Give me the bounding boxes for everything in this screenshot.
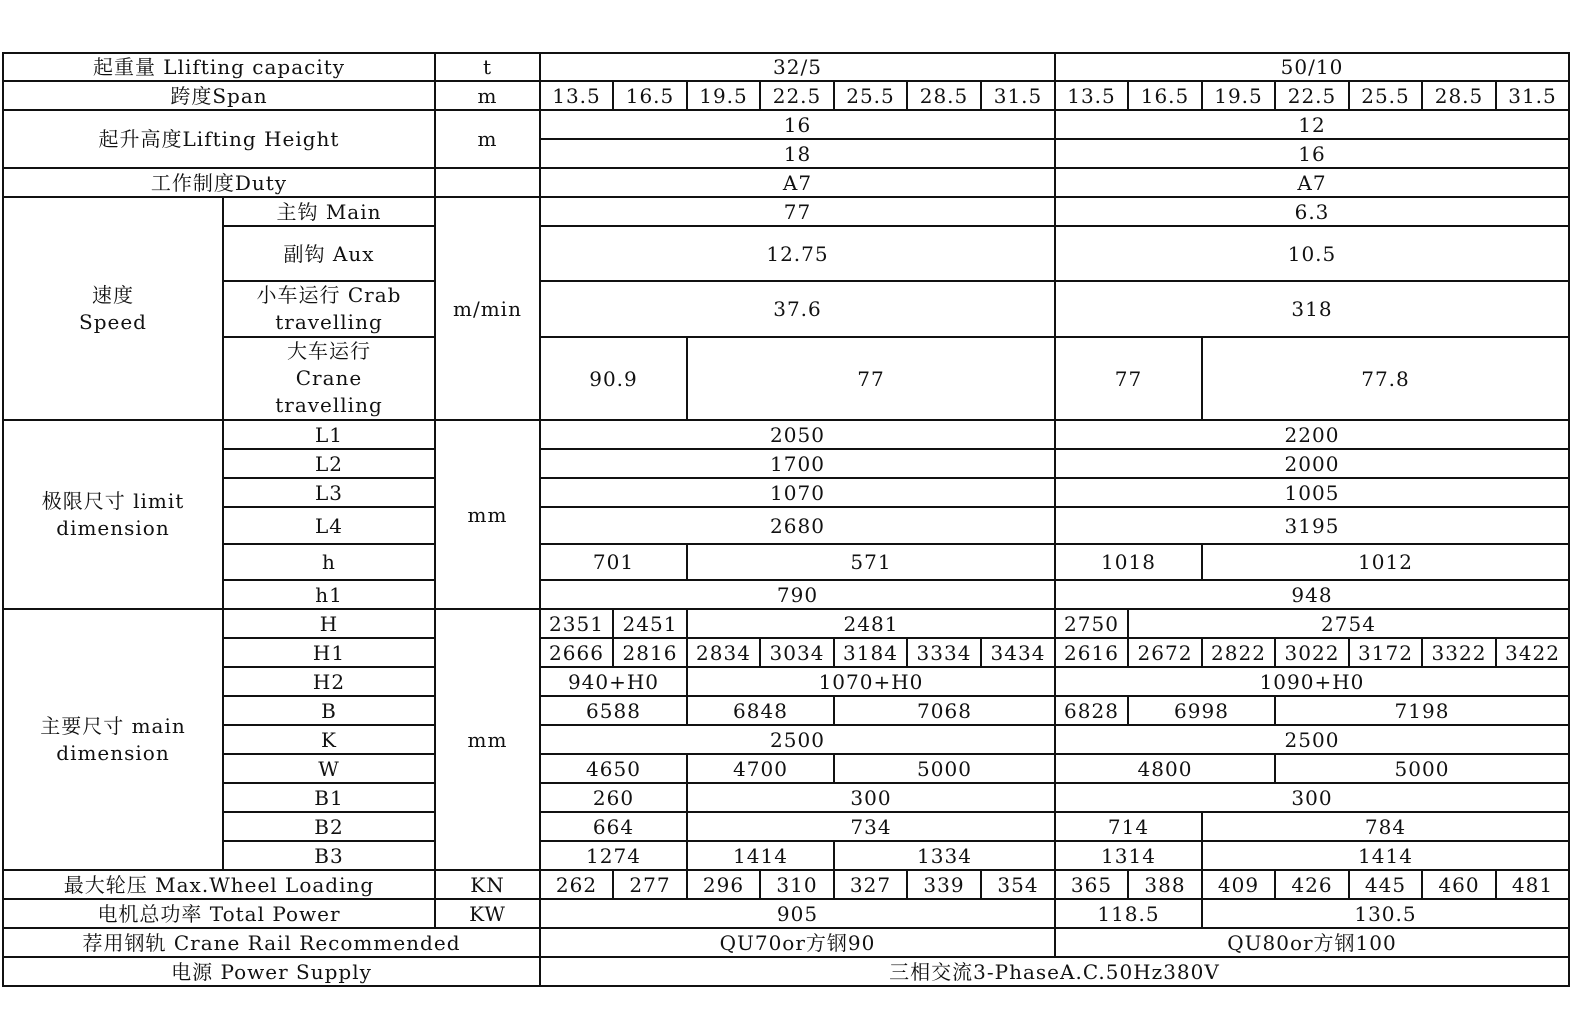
lifting-height-cell: 12 [1055, 110, 1569, 139]
lifting-height-cell: 16 [1055, 139, 1569, 168]
rail-label: 荐用钢轨 Crane Rail Recommended [3, 928, 540, 957]
main-H2-cell: 1070+H0 [687, 667, 1055, 696]
power-label: 电机总功率 Total Power [3, 899, 435, 928]
row-limit-h [3, 544, 1569, 580]
row-limit-h1 [3, 580, 1569, 609]
row-main-B [3, 696, 1569, 725]
limit-L4-cell: 2680 [540, 507, 1055, 544]
crane-spec-table [2, 52, 1570, 987]
main-B2-cell: 734 [687, 812, 1055, 841]
limit-unit: mm [435, 420, 540, 609]
main-H1-cell: 2816 [613, 638, 687, 667]
row-capacity [3, 53, 1569, 81]
main-H2-cell: 940+H0 [540, 667, 687, 696]
main-B3-cell: 1414 [1202, 841, 1569, 870]
wheel-cell: 481 [1496, 870, 1569, 899]
main-B2-cell: 664 [540, 812, 687, 841]
limit-h-cell: 1012 [1202, 544, 1569, 580]
row-speed-crab [3, 281, 1569, 337]
power-cell: 905 [540, 899, 1055, 928]
main-H-cell: 2754 [1128, 609, 1569, 638]
speed-crane-cell: 77 [1055, 337, 1202, 420]
limit-h-cell: 1018 [1055, 544, 1202, 580]
row-main-W [3, 754, 1569, 783]
row-limit-L2 [3, 449, 1569, 478]
main-B2-cell: 784 [1202, 812, 1569, 841]
row-power [3, 899, 1569, 928]
speed-crane-label: 大车运行 Crane travelling [223, 337, 435, 420]
span-cell: 28.5 [1422, 81, 1496, 110]
main-B3-label: B3 [223, 841, 435, 870]
wheel-cell: 460 [1422, 870, 1496, 899]
main-B2-cell: 714 [1055, 812, 1202, 841]
lifting-height-unit: m [435, 110, 540, 168]
main-H-cell: 2481 [687, 609, 1055, 638]
wheel-cell: 445 [1349, 870, 1422, 899]
main-B1-cell: 300 [1055, 783, 1569, 812]
row-limit-L1 [3, 420, 1569, 449]
limit-h1-cell: 948 [1055, 580, 1569, 609]
main-B-cell: 7068 [834, 696, 1055, 725]
wheel-cell: 262 [540, 870, 613, 899]
capacity-unit: t [435, 53, 540, 81]
speed-aux-cell: 12.75 [540, 226, 1055, 281]
main-H2-label: H2 [223, 667, 435, 696]
main-H1-cell: 2666 [540, 638, 613, 667]
capacity-group-1: 32/5 [540, 53, 1055, 81]
main-H1-cell: 3022 [1275, 638, 1349, 667]
wheel-cell: 388 [1128, 870, 1202, 899]
row-main-B1 [3, 783, 1569, 812]
wheel-cell: 426 [1275, 870, 1349, 899]
capacity-group-2: 50/10 [1055, 53, 1569, 81]
speed-crab-cell: 37.6 [540, 281, 1055, 337]
main-B3-cell: 1314 [1055, 841, 1202, 870]
main-H1-cell: 3322 [1422, 638, 1496, 667]
wheel-cell: 365 [1055, 870, 1128, 899]
main-B2-label: B2 [223, 812, 435, 841]
row-lifting-height-1 [3, 110, 1569, 139]
limit-L1-label: L1 [223, 420, 435, 449]
limit-L3-label: L3 [223, 478, 435, 507]
row-wheel [3, 870, 1569, 899]
speed-crane-cell: 90.9 [540, 337, 687, 420]
span-unit: m [435, 81, 540, 110]
limit-label: 极限尺寸 limit dimension [3, 420, 223, 609]
wheel-cell: 296 [687, 870, 760, 899]
main-B1-cell: 300 [687, 783, 1055, 812]
main-B-cell: 6828 [1055, 696, 1128, 725]
power-cell: 130.5 [1202, 899, 1569, 928]
main-B-cell: 7198 [1275, 696, 1569, 725]
wheel-cell: 277 [613, 870, 687, 899]
duty-cell: A7 [540, 168, 1055, 197]
limit-L1-cell: 2200 [1055, 420, 1569, 449]
span-cell: 19.5 [1202, 81, 1275, 110]
main-H1-cell: 3334 [907, 638, 981, 667]
row-limit-L4 [3, 507, 1569, 544]
main-W-label: W [223, 754, 435, 783]
row-main-B3 [3, 841, 1569, 870]
limit-L2-cell: 1700 [540, 449, 1055, 478]
limit-L3-cell: 1005 [1055, 478, 1569, 507]
row-main-H [3, 609, 1569, 638]
wheel-cell: 310 [760, 870, 834, 899]
limit-L2-cell: 2000 [1055, 449, 1569, 478]
lifting-height-cell: 16 [540, 110, 1055, 139]
main-K-cell: 2500 [1055, 725, 1569, 754]
limit-h-cell: 701 [540, 544, 687, 580]
wheel-cell: 339 [907, 870, 981, 899]
span-cell: 31.5 [1496, 81, 1569, 110]
main-H-cell: 2451 [613, 609, 687, 638]
row-main-H1 [3, 638, 1569, 667]
speed-unit: m/min [435, 197, 540, 420]
duty-label: 工作制度Duty [3, 168, 435, 197]
limit-h-label: h [223, 544, 435, 580]
span-cell: 16.5 [1128, 81, 1202, 110]
main-H1-cell: 3422 [1496, 638, 1569, 667]
limit-h1-label: h1 [223, 580, 435, 609]
main-B-label: B [223, 696, 435, 725]
main-K-cell: 2500 [540, 725, 1055, 754]
main-H-cell: 2750 [1055, 609, 1128, 638]
duty-cell: A7 [1055, 168, 1569, 197]
speed-aux-cell: 10.5 [1055, 226, 1569, 281]
main-H1-cell: 3434 [981, 638, 1055, 667]
main-B-cell: 6998 [1128, 696, 1275, 725]
span-cell: 22.5 [760, 81, 834, 110]
main-unit: mm [435, 609, 540, 870]
row-speed-aux [3, 226, 1569, 281]
speed-main-cell: 6.3 [1055, 197, 1569, 226]
rail-cell: QU80or方钢100 [1055, 928, 1569, 957]
row-duty [3, 168, 1569, 197]
speed-label: 速度 Speed [3, 197, 223, 420]
span-cell: 13.5 [540, 81, 613, 110]
main-H1-cell: 3034 [760, 638, 834, 667]
speed-crab-label: 小车运行 Crab travelling [223, 281, 435, 337]
main-H1-cell: 2834 [687, 638, 760, 667]
span-label: 跨度Span [3, 81, 435, 110]
wheel-cell: 354 [981, 870, 1055, 899]
span-cell: 25.5 [834, 81, 907, 110]
speed-crane-cell: 77.8 [1202, 337, 1569, 420]
main-W-cell: 4650 [540, 754, 687, 783]
main-label: 主要尺寸 main dimension [3, 609, 223, 870]
rail-cell: QU70or方钢90 [540, 928, 1055, 957]
span-cell: 31.5 [981, 81, 1055, 110]
supply-label: 电源 Power Supply [3, 957, 540, 986]
main-W-cell: 4800 [1055, 754, 1275, 783]
speed-crab-cell: 318 [1055, 281, 1569, 337]
row-speed-crane [3, 337, 1569, 420]
row-span [3, 81, 1569, 110]
main-H2-cell: 1090+H0 [1055, 667, 1569, 696]
span-cell: 16.5 [613, 81, 687, 110]
main-B1-label: B1 [223, 783, 435, 812]
main-H1-label: H1 [223, 638, 435, 667]
capacity-label: 起重量 Llifting capacity [3, 53, 435, 81]
limit-L4-label: L4 [223, 507, 435, 544]
row-main-H2 [3, 667, 1569, 696]
power-cell: 118.5 [1055, 899, 1202, 928]
row-speed-main [3, 197, 1569, 226]
row-limit-L3 [3, 478, 1569, 507]
wheel-label: 最大轮压 Max.Wheel Loading [3, 870, 435, 899]
span-cell: 13.5 [1055, 81, 1128, 110]
row-supply [3, 957, 1569, 986]
span-cell: 28.5 [907, 81, 981, 110]
supply-cell: 三相交流3-PhaseA.C.50Hz380V [540, 957, 1569, 986]
main-W-cell: 5000 [1275, 754, 1569, 783]
main-B-cell: 6588 [540, 696, 687, 725]
main-B3-cell: 1334 [834, 841, 1055, 870]
main-H1-cell: 2616 [1055, 638, 1128, 667]
duty-unit [435, 168, 540, 197]
wheel-unit: KN [435, 870, 540, 899]
span-cell: 25.5 [1349, 81, 1422, 110]
limit-h-cell: 571 [687, 544, 1055, 580]
lifting-height-label: 起升高度Lifting Height [3, 110, 435, 168]
main-H1-cell: 2822 [1202, 638, 1275, 667]
limit-h1-cell: 790 [540, 580, 1055, 609]
main-B3-cell: 1414 [687, 841, 834, 870]
row-main-K [3, 725, 1569, 754]
main-W-cell: 5000 [834, 754, 1055, 783]
main-H-cell: 2351 [540, 609, 613, 638]
main-H1-cell: 3172 [1349, 638, 1422, 667]
speed-aux-label: 副钩 Aux [223, 226, 435, 281]
main-B-cell: 6848 [687, 696, 834, 725]
main-W-cell: 4700 [687, 754, 834, 783]
speed-main-cell: 77 [540, 197, 1055, 226]
main-B1-cell: 260 [540, 783, 687, 812]
wheel-cell: 327 [834, 870, 907, 899]
lifting-height-cell: 18 [540, 139, 1055, 168]
main-K-label: K [223, 725, 435, 754]
span-cell: 22.5 [1275, 81, 1349, 110]
main-H1-cell: 2672 [1128, 638, 1202, 667]
limit-L1-cell: 2050 [540, 420, 1055, 449]
main-B3-cell: 1274 [540, 841, 687, 870]
wheel-cell: 409 [1202, 870, 1275, 899]
speed-crane-cell: 77 [687, 337, 1055, 420]
limit-L3-cell: 1070 [540, 478, 1055, 507]
limit-L4-cell: 3195 [1055, 507, 1569, 544]
span-cell: 19.5 [687, 81, 760, 110]
main-H-label: H [223, 609, 435, 638]
row-rail [3, 928, 1569, 957]
power-unit: KW [435, 899, 540, 928]
main-H1-cell: 3184 [834, 638, 907, 667]
speed-main-label: 主钩 Main [223, 197, 435, 226]
row-main-B2 [3, 812, 1569, 841]
limit-L2-label: L2 [223, 449, 435, 478]
